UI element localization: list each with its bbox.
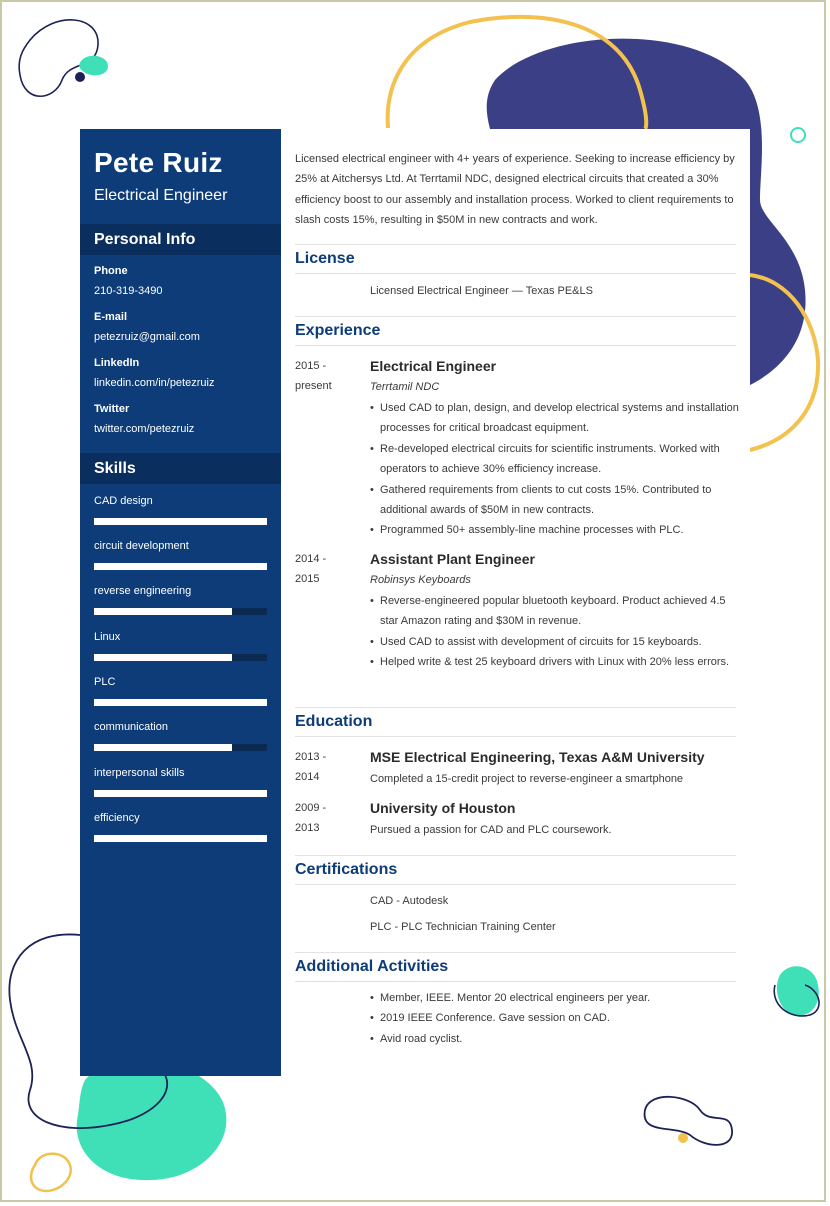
bullet-item: • Gathered requirements from clients to cut costs 15%. Contributed to additional awards of $50M in new contracts. [370,480,740,521]
personal-info-heading: Personal Info [80,224,281,255]
edu-title: University of Houston [370,800,516,816]
company-name: Terrtamil NDC [370,381,440,393]
skill-name: interpersonal skills [94,767,185,779]
skill-fill [94,563,267,570]
experience-heading: Experience [295,316,736,346]
skill-fill [94,518,267,525]
certifications-heading: Certifications [295,855,736,885]
email-value: petezruiz@gmail.com [94,331,200,343]
bullet-item: • 2019 IEEE Conference. Gave session on CAD. [370,1008,740,1028]
skill-fill [94,608,232,615]
activities-bullets [370,988,740,1049]
resume-paper [80,129,750,1076]
candidate-name: Pete Ruiz [94,147,223,178]
summary: Licensed electrical engineer with 4+ years of experience. Seeking to increase efficiency by 25% at Aitchersys Ltd. At Terrtamil NDC, designed electrical circuits that created a 30% efficiency boost to our assembly and installation process. Worked to client requirements to slash costs 15%, resulting in $50M in new contracts and work. [295,153,735,227]
navy-dot-top-left [75,72,85,82]
certification-item: PLC - PLC Technician Training Center [370,921,556,933]
education-heading: Education [295,707,736,737]
skill-bar [94,518,267,525]
skill-name: efficiency [94,812,140,824]
edu-date-end: 2014 [295,771,320,783]
outline-loop-bottom-right [645,1097,733,1145]
skill-bar [94,790,267,797]
skill-fill [94,790,267,797]
edu-date-end: 2013 [295,822,320,834]
job-date-end: present [295,380,332,392]
job-date-start: 2014 - [295,553,327,565]
edu-date-start: 2009 - [295,802,327,814]
edu-detail: Completed a 15-credit project to reverse-engineer a smartphone [370,773,684,785]
gold-loop-bottom-left [31,1154,71,1191]
sidebar [80,129,281,1076]
bullet-item: • Helped write & test 25 keyboard drivers with Linux with 20% less errors. [370,652,740,672]
job-bullets [370,591,740,673]
bullet-item: • Re-developed electrical circuits for scientific instruments. Worked with operators to achieve 30% efficiency increase. [370,439,740,480]
skill-name: CAD design [94,495,153,507]
bullet-item: • Used CAD to assist with development of circuits for 15 keyboards. [370,632,740,652]
edu-title: MSE Electrical Engineering, Texas A&M University [370,749,705,765]
skill-name: communication [94,721,168,733]
skill-fill [94,699,267,706]
company-name: Robinsys Keyboards [370,574,471,586]
mint-blob-bottom-left [77,1061,227,1180]
skill-name: reverse engineering [94,585,192,597]
job-date-start: 2015 - [295,360,327,372]
skill-fill [94,654,232,661]
main-column [281,129,750,1076]
twitter-value: twitter.com/petezruiz [94,423,195,435]
twitter-label: Twitter [94,403,130,415]
skill-name: circuit development [94,540,189,552]
skill-fill [94,744,232,751]
skill-bar [94,699,267,706]
job-bullets [370,398,740,541]
email-label: E-mail [94,311,128,323]
job-date-end: 2015 [295,573,320,585]
skill-fill [94,835,267,842]
mint-ring [791,128,805,142]
skills-heading: Skills [80,453,281,484]
mint-blob-right [777,966,819,1015]
bullet-item: • Member, IEEE. Mentor 20 electrical engineers per year. [370,988,740,1008]
job-title: Electrical Engineer [370,358,497,374]
bullet-item: • Programmed 50+ assembly-line machine processes with PLC. [370,520,740,540]
phone-label: Phone [94,265,128,277]
candidate-title: Electrical Engineer [94,187,228,204]
linkedin-value: linkedin.com/in/petezruiz [94,377,215,389]
phone-value: 210-319-3490 [94,285,163,297]
edu-detail: Pursued a passion for CAD and PLC coursework. [370,824,612,836]
skill-name: PLC [94,676,116,688]
bullet-item: • Reverse-engineered popular bluetooth keyboard. Product achieved 4.5 star Amazon rating and $30M in revenue. [370,591,740,632]
bullet-item: • Avid road cyclist. [370,1029,740,1049]
job-title: Assistant Plant Engineer [370,551,535,567]
skill-bar [94,654,267,661]
skill-bar [94,563,267,570]
skill-bar [94,744,267,751]
linkedin-label: LinkedIn [94,357,140,369]
skill-bar [94,835,267,842]
activities-heading: Additional Activities [295,952,736,982]
license-text: Licensed Electrical Engineer — Texas PE&LS [370,285,593,297]
certification-item: CAD - Autodesk [370,895,449,907]
gold-dot-bottom-right [678,1133,688,1143]
license-heading: License [295,244,736,274]
mint-blob-small [79,56,108,76]
bullet-item: • Used CAD to plan, design, and develop electrical systems and installation processes for critical broadcast equipment. [370,398,740,439]
edu-date-start: 2013 - [295,751,327,763]
skill-bar [94,608,267,615]
skill-name: Linux [94,631,121,643]
